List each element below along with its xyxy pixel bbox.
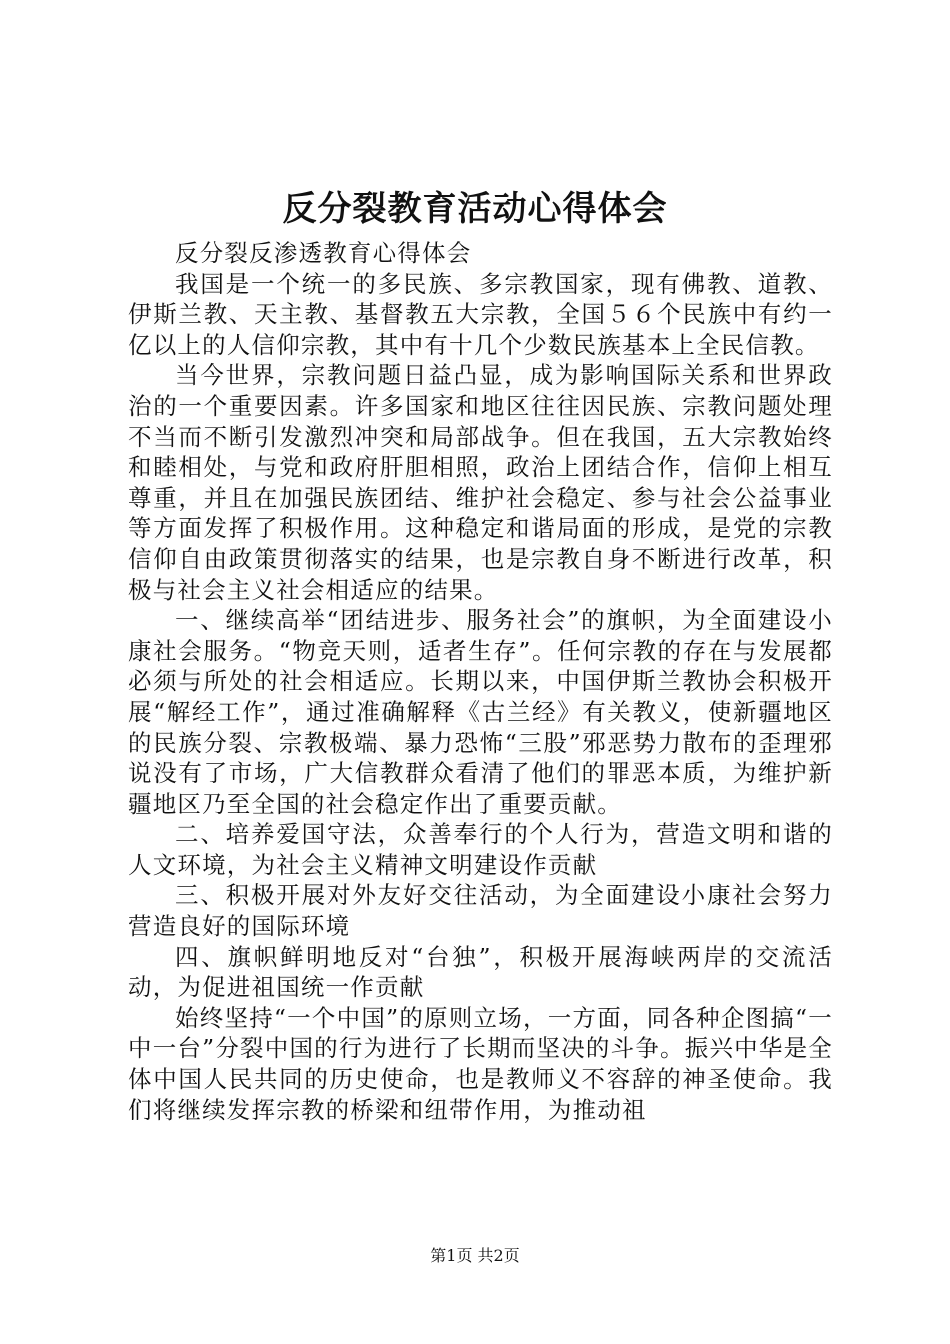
- paragraph-subtitle: 反分裂反渗透教育心得体会: [175, 239, 472, 267]
- document-body: [128, 238, 833, 1125]
- paragraph-4: 二、培养爱国守法，众善奉行的个人行为，营造文明和谐的人文环境，为社会主义精神文明建设作贡献: [128, 820, 833, 879]
- page-footer: 第1页 共2页: [430, 1246, 520, 1265]
- document-title: 反分裂教育活动心得体会: [282, 189, 668, 229]
- paragraph-1: 我国是一个统一的多民族、多宗教国家，现有佛教、道教、伊斯兰教、天主教、基督教五大宗教，全国５６个民族中有约一亿以上的人信仰宗教，其中有十几个少数民族基本上全民信教。: [128, 269, 833, 359]
- paragraph-6: 四、旗帜鲜明地反对“台独”，积极开展海峡两岸的交流活动，为促进祖国统一作贡献: [128, 942, 833, 1002]
- paragraph-7: 始终坚持“一个中国”的原则立场，一方面，同各种企图搞“一中一台”分裂中国的行为进行了长期而坚决的斗争。振兴中华是全体中国人民共同的历史使命，也是教师义不容辞的神圣使命。我们将继续发挥宗教的桥梁和纽带作用，为推动祖: [128, 1003, 833, 1124]
- paragraph-5: 三、积极开展对外友好交往活动，为全面建设小康社会努力营造良好的国际环境: [128, 881, 833, 941]
- paragraph-2: 当今世界，宗教问题日益凸显，成为影响国际关系和世界政治的一个重要因素。许多国家和地区往往因民族、宗教问题处理不当而不断引发激烈冲突和局部战争。但在我国，五大宗教始终和睦相处，与党和政府肝胆相照，政治上团结合作，信仰上相互尊重，并且在加强民族团结、维护社会稳定、参与社会公益事业等方面发挥了积极作用。这种稳定和谐局面的形成，是党的宗教信仰自由政策贯彻落实的结果，也是宗教自身不断进行改革，积极与社会主义社会相适应的结果。: [128, 361, 833, 604]
- paragraph-3: 一、继续高举“团结进步、服务社会”的旗帜，为全面建设小康社会服务。“物竞天则，适者生存”。任何宗教的存在与发展都必须与所处的社会相适应。长期以来，中国伊斯兰教协会积极开展“解经工作”，通过准确解释《古兰经》有关教义，使新疆地区的民族分裂、宗教极端、暴力恐怖“三股”邪恶势力散布的歪理邪说没有了市场，广大信教群众看清了他们的罪恶本质，为维护新疆地区乃至全国的社会稳定作出了重要贡献。: [128, 606, 833, 818]
